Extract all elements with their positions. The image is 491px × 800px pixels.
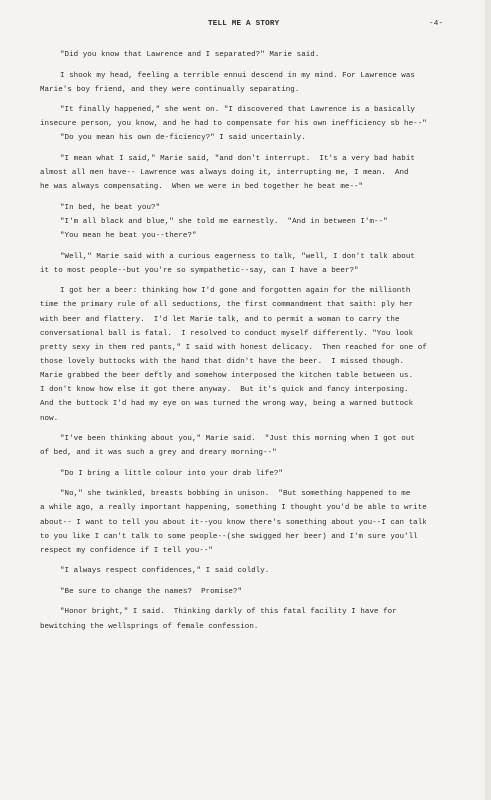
text-line: time the primary rule of all seductions, the first commandment that saith: ply her [40,301,414,310]
text-line: "Honor bright," I said. Thinking darkly of this fatal facility I have for [60,608,397,617]
text-line: pretty sexy in them red pants," I said with honest delicacy. Then reached for one of [40,343,427,352]
text-line: And the buttock I'd had my eye on was turned the wrong way, being a warned buttock [40,400,414,409]
paper-edge [485,0,491,800]
text-line: "It finally happened," she went on. "I discovered that Lawrence is a basically [60,106,415,115]
text-line: I don't know how else it got there anyway. But it's quick and fancy interposing. [40,386,409,395]
text-line: a while ago, a really important happening, something I thought you'd be able to write [40,504,427,513]
text-line: "You mean he beat you--there?" [60,232,197,241]
page-number: -4- [429,20,444,28]
story-title: TELL ME A STORY [208,20,280,28]
text-line: Marie's boy friend, and they were continually separating. [40,85,300,94]
text-line: "Did you know that Lawrence and I separated?" Marie said. [60,51,320,59]
text-line: bewitching the wellsprings of female confession. [40,622,259,631]
text-line: to you like I can't talk to some people--(she swigged her beer) and I'm sure you'll [40,532,418,541]
text-line: respect my confidence if I tell you--" [40,546,213,555]
text-line: he was always compensating. When we were in bed together he beat me--" [40,183,364,192]
text-line: about-- I want to tell you about it--you know there's something about you--I can talk [40,518,427,527]
text-line: I shook my head, feeling a terrible ennui descend in my mind. For Lawrence was [60,71,415,80]
text-line: Marie grabbed the beer deftly and somehow interposed the kitchen table between us. [40,372,414,381]
text-line: "I'm all black and blue," she told me earnestly. "And in between I'm--" [60,217,388,226]
text-line: insecure person, you know, and he had to compensate for his own inefficiency sb he--" [40,120,427,129]
text-line: "I always respect confidences," I said coldly. [60,567,270,576]
text-line: it to most people--but you're so sympathetic--say, can I have a beer?" [40,266,359,275]
text-line: with beer and flattery. I'd let Marie talk, and to permit a woman to carry the [40,315,400,324]
text-line: I got her a beer: thinking how I'd gone and forgotten again for the millionth [60,287,411,296]
text-line: "I've been thinking about you," Marie said. "Just this morning when I got out [60,435,415,444]
text-line: "In bed, he beat you?" [60,203,161,212]
text-line: now. [40,414,59,423]
text-line: "I mean what I said," Marie said, "and don't interrupt. It's a very bad habit [60,155,415,164]
text-line: conversational ball is fatal. I resolved to conduct myself differently. "You look [40,329,414,338]
text-line: "No," she twinkled, breasts bobbing in unison. "But something happened to me [60,490,411,499]
text-line: of bed, and it was such a grey and dreary morning--" [40,449,277,458]
text-line: "Well," Marie said with a curious eagerness to talk, "well, I don't talk about [60,252,415,261]
text-line: "Do I bring a little colour into your drab life?" [60,469,283,478]
manuscript-body [40,48,478,634]
text-line: "Be sure to change the names? Promise?" [60,587,243,596]
text-line: almost all men have-- Lawrence was always doing it, interrupting me, I mean. And [40,169,409,178]
text-line: those lovely buttocks with the hand that didn't have the beer. I missed though. [40,358,405,367]
text-line: "Do you mean his own de-ficiency?" I said uncertainly. [60,134,306,143]
page-header [0,20,491,34]
